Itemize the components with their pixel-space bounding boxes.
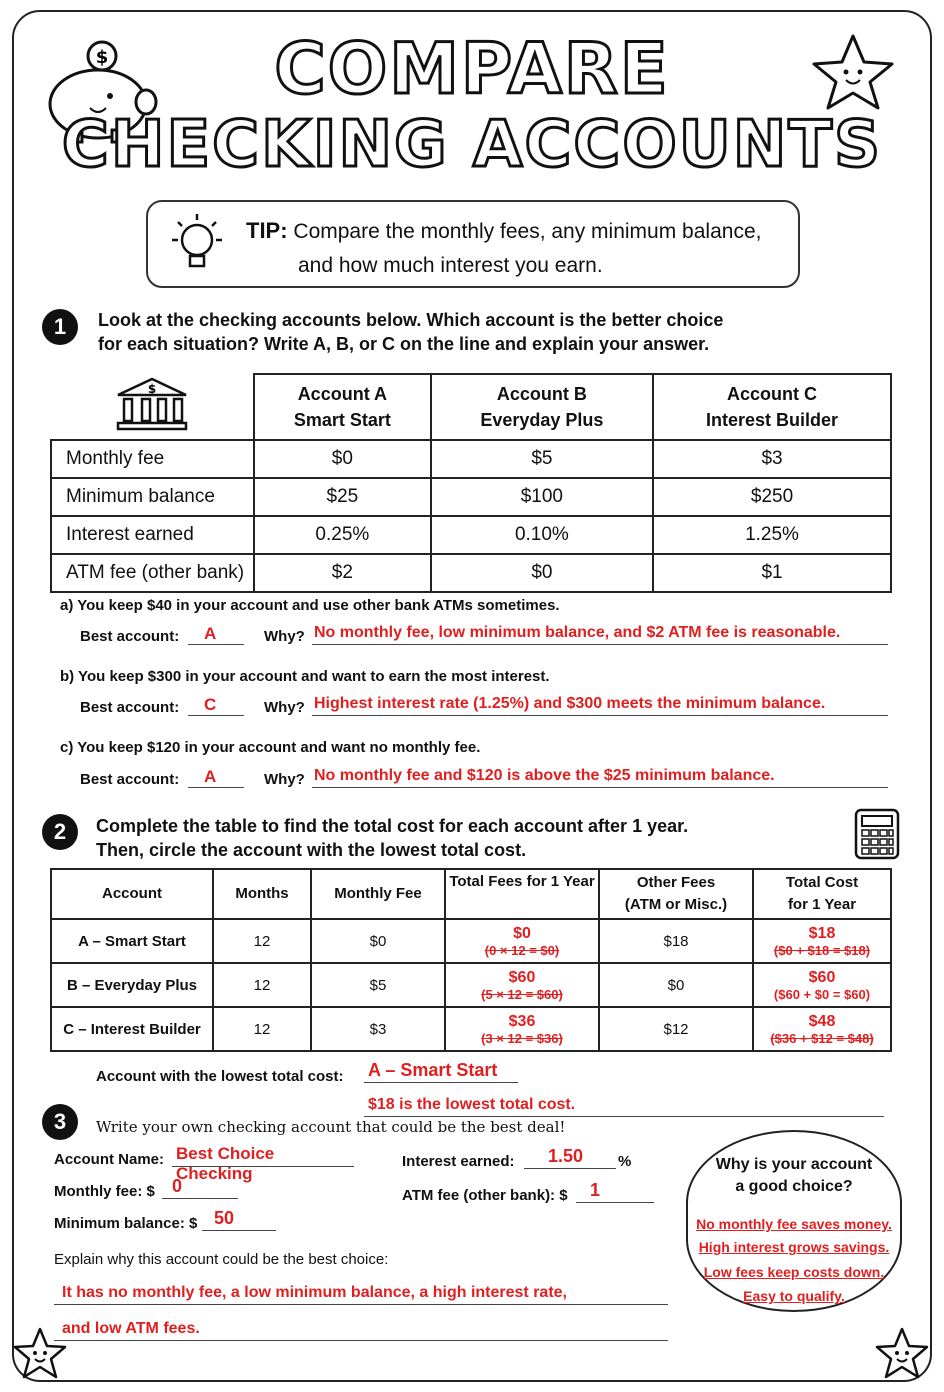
why-label: Why? — [264, 699, 305, 716]
table-cell: 0.25% — [254, 516, 431, 554]
col-account-b: Account B Everyday Plus — [431, 374, 653, 440]
table-row — [51, 554, 891, 592]
row-total-cost[interactable]: $60 ($60 + $0 = $60) — [753, 963, 891, 1007]
table-header-row — [51, 374, 891, 440]
row-months: 12 — [213, 963, 311, 1007]
header-total-cost: Total Cost for 1 Year — [753, 869, 891, 919]
section-2-number: 2 — [42, 814, 78, 850]
interest-label: Interest earned: — [402, 1153, 515, 1170]
bubble-answer: Easy to qualify. — [743, 1288, 845, 1304]
row-account: C – Interest Builder — [51, 1007, 213, 1051]
table-cell: 0.10% — [431, 516, 653, 554]
lowest-cost-value: A – Smart Start — [368, 1060, 498, 1080]
best-account-label: Best account: — [80, 628, 180, 645]
row-other-fees: $18 — [599, 919, 753, 963]
header-total-fees: Total Fees for 1 Year — [445, 869, 599, 919]
why-bubble — [686, 1130, 902, 1312]
col-account-c: Account C Interest Builder — [653, 374, 891, 440]
header-other-fees: Other Fees (ATM or Misc.) — [599, 869, 753, 919]
bubble-answer: High interest grows savings. — [698, 1239, 890, 1255]
why-b-field[interactable] — [312, 695, 888, 716]
why-c-value: No monthly fee and $120 is above the $25 minimum balance. — [314, 767, 775, 784]
lowest-cost-note: $18 is the lowest total cost. — [368, 1096, 576, 1113]
svg-text:$: $ — [147, 382, 157, 396]
account-name-field[interactable] — [172, 1144, 354, 1183]
table-row — [51, 1007, 891, 1051]
interest-unit: % — [618, 1153, 632, 1170]
row-account: A – Smart Start — [51, 919, 213, 963]
star-smiley-icon — [874, 1326, 930, 1382]
section-1-instructions — [98, 308, 723, 356]
answer-a-field[interactable] — [188, 624, 244, 645]
section-1-instr-line-2: for each situation? Write A, B, or C on the line and explain your answer. — [98, 334, 710, 354]
explain-line-2-field[interactable] — [54, 1318, 668, 1341]
why-a-value: No monthly fee, low minimum balance, and $2 ATM fee is reasonable. — [314, 624, 841, 641]
row-monthly-fee: $5 — [311, 963, 445, 1007]
why-b-value: Highest interest rate (1.25%) and $300 meets the minimum balance. — [314, 695, 826, 712]
row-total-cost[interactable]: $18 ($0 + $18 = $18) — [753, 919, 891, 963]
atm-fee-label: ATM fee (other bank): $ — [402, 1187, 568, 1204]
row-months: 12 — [213, 919, 311, 963]
bank-icon-cell — [51, 374, 254, 440]
row-total-cost[interactable]: $48 ($36 + $12 = $48) — [753, 1007, 891, 1051]
section-2-instructions — [96, 814, 688, 862]
table-cell: $0 — [254, 440, 431, 478]
section-1-number: 1 — [42, 309, 78, 345]
table-cell: $3 — [653, 440, 891, 478]
explain-label: Explain why this account could be the best choice: — [54, 1251, 389, 1268]
answer-b-value: C — [204, 695, 217, 714]
table-row — [51, 440, 891, 478]
bubble-answer: Low fees keep costs down. — [703, 1264, 885, 1280]
best-account-label: Best account: — [80, 699, 180, 716]
interest-value: 1.50 — [548, 1146, 584, 1166]
question-c-prompt: c) You keep $120 in your account and want no monthly fee. — [60, 739, 481, 756]
table-row — [51, 516, 891, 554]
table-row — [51, 963, 891, 1007]
row-total-fees[interactable]: $0 (0 × 12 = $0) — [445, 919, 599, 963]
row-label: Interest earned — [51, 516, 254, 554]
row-other-fees: $12 — [599, 1007, 753, 1051]
lowest-cost-field[interactable] — [364, 1060, 518, 1083]
table-cell: $5 — [431, 440, 653, 478]
row-label: Monthly fee — [51, 440, 254, 478]
best-account-label: Best account: — [80, 771, 180, 788]
atm-fee-field[interactable] — [576, 1180, 654, 1203]
row-other-fees: $0 — [599, 963, 753, 1007]
row-monthly-fee: $0 — [311, 919, 445, 963]
section-3-instructions: Write your own checking account that could be the best deal! — [96, 1118, 566, 1136]
bubble-answer: No monthly fee saves money. — [696, 1216, 892, 1232]
question-a-prompt: a) You keep $40 in your account and use other bank ATMs sometimes. — [60, 597, 560, 614]
header-monthly-fee: Monthly Fee — [311, 869, 445, 919]
row-label: ATM fee (other bank) — [51, 554, 254, 592]
lowest-cost-label: Account with the lowest total cost: — [96, 1068, 344, 1085]
answer-c-field[interactable] — [188, 767, 244, 788]
table-header-row — [51, 869, 891, 919]
lightbulb-icon — [162, 210, 232, 280]
table-cell: $1 — [653, 554, 891, 592]
answer-c-value: A — [204, 767, 217, 786]
section-3-number: 3 — [42, 1104, 78, 1140]
row-months: 12 — [213, 1007, 311, 1051]
table-cell: $250 — [653, 478, 891, 516]
answer-a-value: A — [204, 624, 217, 643]
header-months: Months — [213, 869, 311, 919]
min-balance-field[interactable] — [202, 1208, 276, 1231]
row-label: Minimum balance — [51, 478, 254, 516]
min-balance-value: 50 — [214, 1208, 235, 1228]
total-cost-table — [50, 868, 892, 1052]
title-line-2: CHECKING ACCOUNTS — [61, 108, 883, 182]
table-row — [51, 919, 891, 963]
monthly-fee-field[interactable] — [162, 1176, 238, 1199]
tip-line-1: Compare the monthly fees, any minimum balance, — [293, 220, 762, 243]
explain-line-2: and low ATM fees. — [62, 1320, 200, 1337]
explain-line-1-field[interactable] — [54, 1282, 668, 1305]
title-line-1: COMPARE — [274, 28, 670, 110]
tip-box — [146, 200, 800, 288]
row-total-fees[interactable]: $36 (3 × 12 = $36) — [445, 1007, 599, 1051]
account-comparison-table — [50, 373, 892, 593]
star-smiley-icon — [12, 1326, 68, 1382]
section-1-instr-line-1: Look at the checking accounts below. Which account is the better choice — [98, 310, 724, 330]
table-cell: 1.25% — [653, 516, 891, 554]
question-b-prompt: b) You keep $300 in your account and want to earn the most interest. — [60, 668, 550, 685]
answer-b-field[interactable] — [188, 695, 244, 716]
tip-line-2: and how much interest you earn. — [298, 254, 603, 277]
why-label: Why? — [264, 771, 305, 788]
account-name-value: Best Choice Checking — [176, 1144, 275, 1183]
why-label: Why? — [264, 628, 305, 645]
account-name-label: Account Name: — [54, 1151, 165, 1168]
table-cell: $0 — [431, 554, 653, 592]
atm-fee-value: 1 — [590, 1180, 601, 1200]
table-row — [51, 478, 891, 516]
explain-line-1: It has no monthly fee, a low minimum balance, a high interest rate, — [62, 1284, 567, 1301]
why-a-field[interactable] — [312, 624, 888, 645]
calculator-icon — [852, 806, 902, 862]
bubble-title: Why is your account a good choice? — [715, 1156, 873, 1195]
table-cell: $2 — [254, 554, 431, 592]
monthly-fee-label: Monthly fee: $ — [54, 1183, 155, 1200]
why-c-field[interactable] — [312, 767, 888, 788]
table-cell: $100 — [431, 478, 653, 516]
section-2-instr-line-2: Then, circle the account with the lowest total cost. — [96, 840, 527, 860]
col-account-a: Account A Smart Start — [254, 374, 431, 440]
tip-text — [246, 214, 761, 283]
monthly-fee-value: 0 — [172, 1176, 183, 1196]
row-monthly-fee: $3 — [311, 1007, 445, 1051]
table-cell: $25 — [254, 478, 431, 516]
header-account: Account — [51, 869, 213, 919]
min-balance-label: Minimum balance: $ — [54, 1215, 198, 1232]
row-total-fees[interactable]: $60 (5 × 12 = $60) — [445, 963, 599, 1007]
svg-text:$: $ — [95, 47, 109, 68]
interest-field[interactable] — [524, 1146, 616, 1169]
row-account: B – Everyday Plus — [51, 963, 213, 1007]
bank-icon — [112, 375, 192, 431]
section-2-instr-line-1: Complete the table to find the total cost for each account after 1 year. — [96, 816, 689, 836]
lowest-cost-note-field[interactable] — [364, 1096, 884, 1117]
tip-label: TIP: — [246, 218, 288, 243]
